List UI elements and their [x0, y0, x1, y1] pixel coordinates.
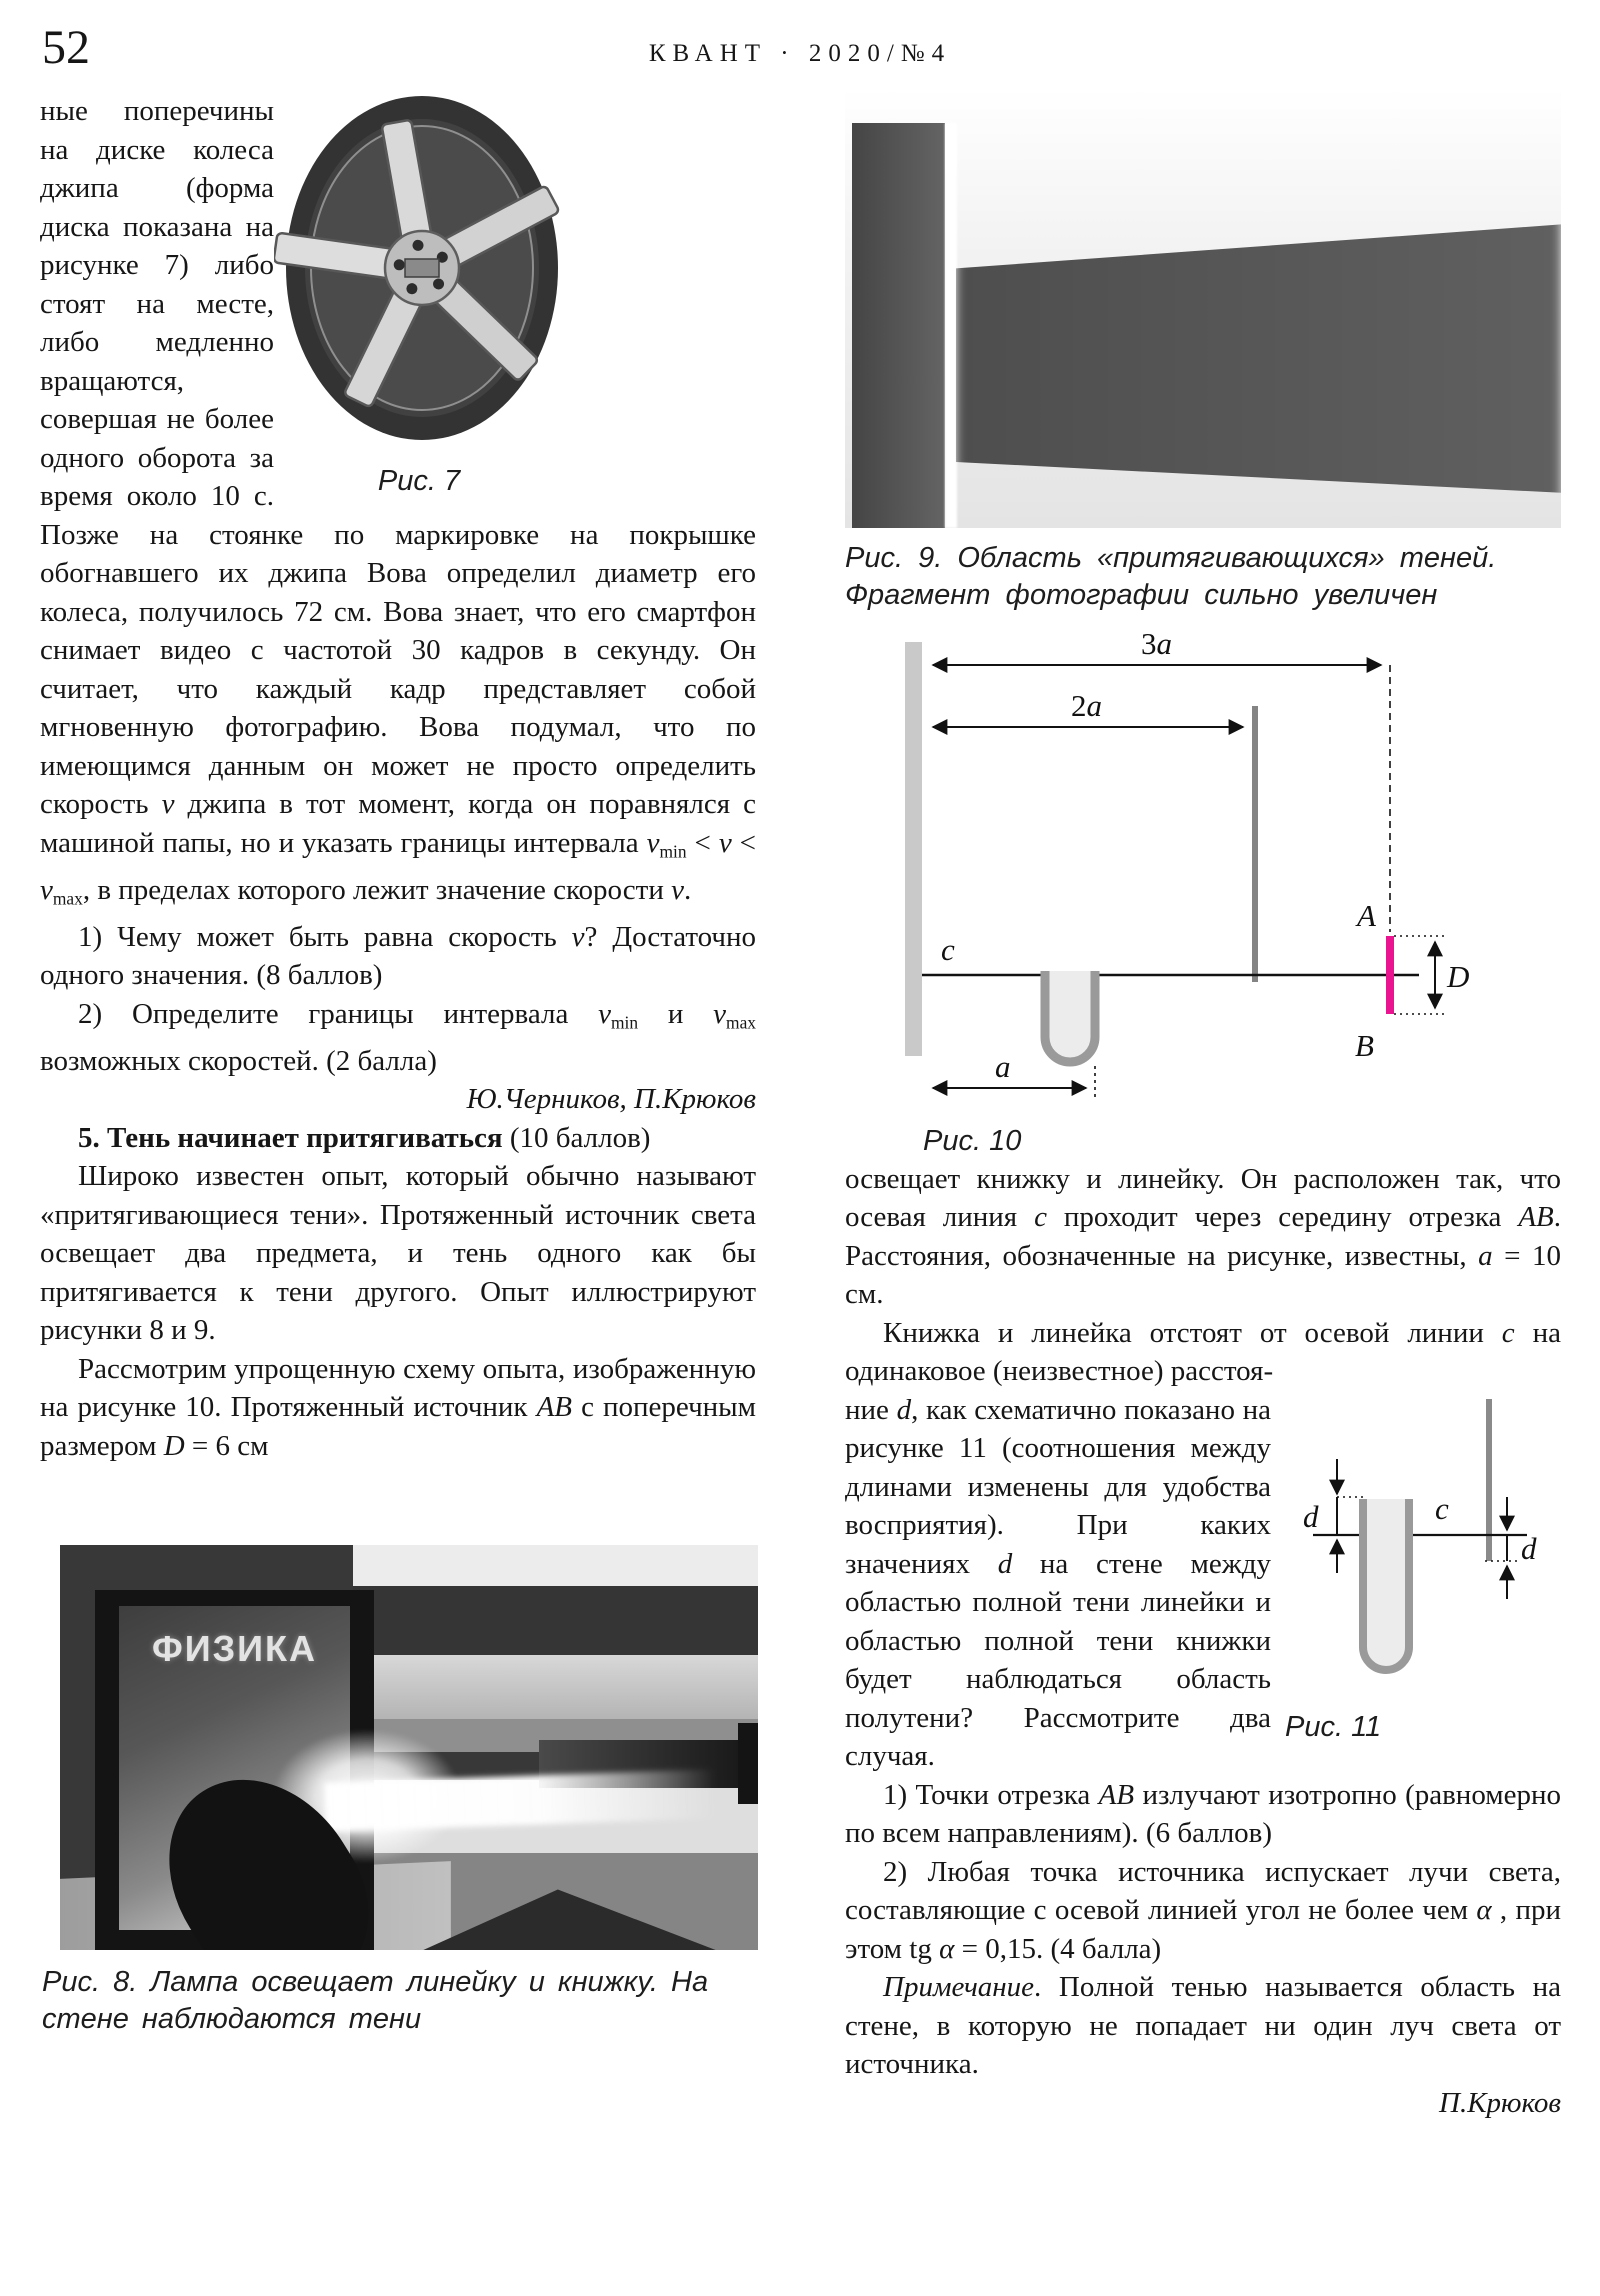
book-title-label: ФИЗИКА	[151, 1628, 317, 1670]
figure-7	[274, 92, 756, 502]
figure-7-caption: Рис. 7	[377, 464, 461, 497]
bright-slit	[945, 123, 956, 528]
label-2a: 2a	[1071, 688, 1102, 723]
label-d-right: d	[1521, 1530, 1537, 1566]
paragraph-distances-a: Книжка и линейка отстоят от осевой линии c на одинаковое (неизвестное) расстоя-	[845, 1316, 1561, 1387]
wheel-center-logo	[405, 259, 439, 277]
question-2: 2) Определите границы интервала $v_{min}$ и $v_{max}$ возможных скоростей. (2 балла)	[40, 997, 756, 1077]
ruler-holder	[738, 1723, 758, 1804]
figure-10-diagram	[845, 630, 1561, 1110]
question-1: 1) Чему может быть равна скорость v? Достаточно одного значения. (8 баллов)	[40, 920, 756, 992]
paragraph-text: ные поперечины на диске колеса джипа (форма диска показана на рисунке 7) либо стоят на месте, либо медленно вращаются, совершая не более одного оборота за время около 10 с. Позже на стоянке по маркировке на покрышке обогнавшего их джипа Вова определил диаметр его колеса, получилось 72 см. Вова знает, что его смартфон снимает видео с частотой 30 кадров в секунду. Он считает, что каждый кадр представляет собой мгновенную фотографию. Вова подумал, что по имеющимся данным он может не просто определить скорость v джипа в тот момент, когда он поравнялся с машиной папы, но и указать границы интервала $v_{min} < v < v_{max}$, в пределах которого лежит значение скорости v.	[40, 95, 757, 909]
figure-11	[1275, 1391, 1561, 1743]
figure-10	[845, 630, 1561, 1160]
wheel-illustration	[274, 92, 564, 444]
paragraph-problem4	[40, 92, 756, 918]
book-outline	[1045, 971, 1095, 1062]
wheel-photo	[274, 92, 564, 455]
paragraph-distances-b	[845, 1391, 1561, 1776]
book-shadow-wedge	[956, 88, 1561, 528]
figure-8	[42, 1545, 758, 2038]
label-A: A	[1357, 898, 1376, 933]
wall-bar	[905, 642, 922, 1056]
label-c: c	[1435, 1490, 1449, 1526]
ruler-shadow-bar	[852, 123, 945, 528]
journal-header: КВАНТ · 2020/№4	[648, 40, 952, 67]
problem5-heading-paragraph: 5. Тень начинает притягиваться (10 баллов)	[78, 1121, 651, 1154]
label-a: a	[995, 1049, 1011, 1084]
book-outline	[1363, 1499, 1409, 1670]
authors-signature: Ю.Черников, П.Крюков	[466, 1083, 756, 1116]
label-c: c	[941, 932, 955, 967]
figure-9-caption: Рис. 9. Область «притягивающихся» теней. Фрагмент фотографии сильно увеличен	[845, 542, 1497, 611]
figure-11-caption: Рис. 11	[1285, 1711, 1382, 1743]
label-B: B	[1355, 1028, 1374, 1063]
figure-8-caption: Рис. 8. Лампа освещает линейку и книжку. На стене наблюдаются тени	[42, 1966, 709, 2036]
paragraph-text: ние d, как схематично показано на рисунке 11 (соотношения между длинами изменены для удобства восприятия). При каких значениях d на стене между областью полной тени линейки и областью полной тени книжки будет наблюдаться область полутени? Рассмотрите два случая.	[845, 1393, 1271, 1772]
paragraph-shadow-intro: Широко известен опыт, который обычно называют «притягивающиеся тени». Протяженный источник света освещает два предмета, и тень одного как бы притягивается к тени другого. Опыт иллюстрируют рисунки 8 и 9.	[40, 1160, 756, 1347]
left-column	[40, 92, 756, 2038]
author-signature: П.Крюков	[1439, 2086, 1561, 2119]
figure-9-photo	[845, 88, 1561, 528]
figure-10-caption: Рис. 10	[923, 1124, 1022, 1157]
label-D: D	[1447, 959, 1470, 994]
paragraph-scheme: Рассмотрим упрощенную схему опыта, изображенную на рисунке 10. Протяженный источник AB с поперечным размером D = 6 см	[40, 1352, 757, 1462]
label-3a: 3a	[1141, 630, 1172, 661]
wall-band-bright	[353, 1545, 758, 1586]
right-column	[845, 88, 1561, 2122]
shelf-shadow-band	[353, 1586, 758, 1655]
case-2: 2) Любая точка источника испускает лучи света, составляющие с осевой линией угол не более чем α , при этом tg α = 0,15. (4 балла)	[845, 1855, 1561, 1965]
paragraph-source-position: освещает книжку и линейку. Он расположен так, что осевая линия c проходит через середину отрезка AB. Расстояния, обозначенные на рисунке, известны, a = 10 см.	[845, 1162, 1562, 1310]
figure-11-diagram	[1275, 1391, 1561, 1697]
case-1: 1) Точки отрезка AB излучают изотропно (равномерно по всем направлениям). (6 баллов)	[845, 1778, 1562, 1849]
lamp-photo	[60, 1545, 758, 1950]
note-paragraph: Примечание. Полной тенью называется область на стене, в которую не попадает ни один луч света от источника.	[845, 1971, 1561, 2080]
label-d-left: d	[1303, 1498, 1319, 1534]
page-number: 52	[42, 21, 90, 74]
